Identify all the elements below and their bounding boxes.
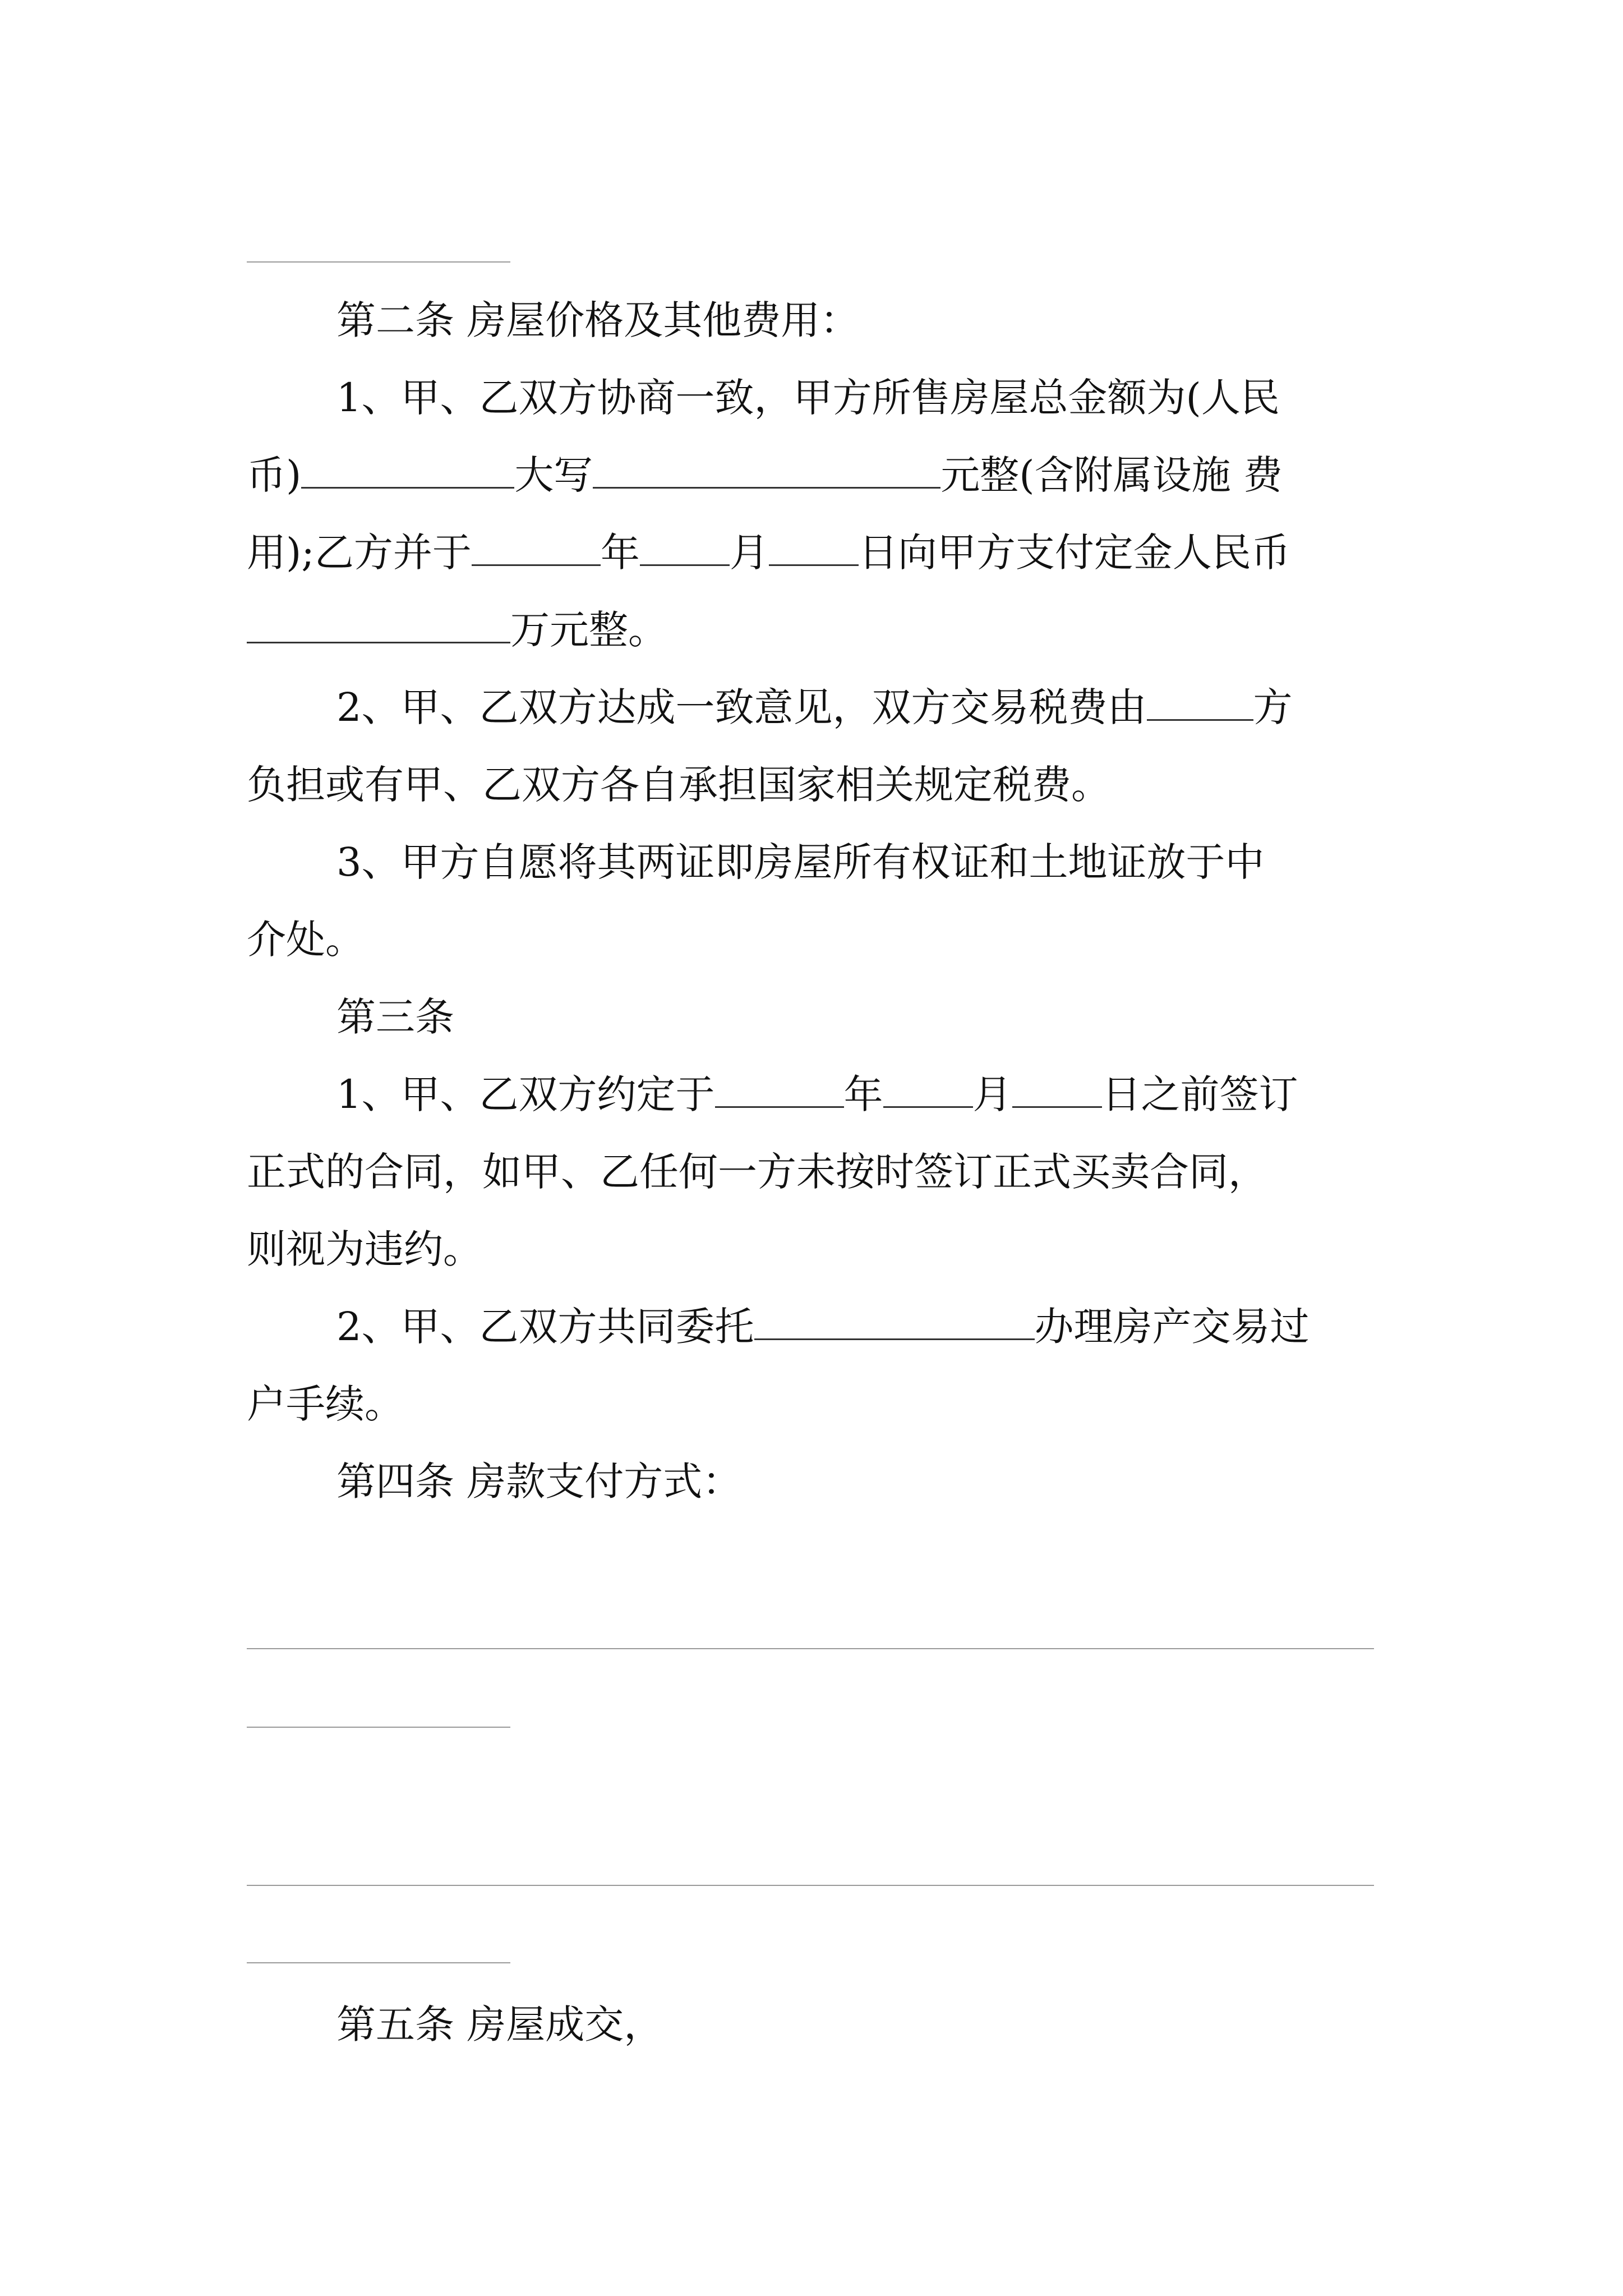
article3-item1-line3: 则视为违约。 xyxy=(247,1226,482,1272)
article2-item1-line4: 万元整。 xyxy=(247,591,1391,669)
article3-item1-line1: 1、甲、乙双方约定于 年 月 日之前签订 xyxy=(336,1071,1298,1117)
article3-item1-line2: 正式的合同，如甲、乙任何一方未按时签订正式买卖合同， xyxy=(247,1149,1267,1195)
article3-item2 xyxy=(247,1288,1391,1443)
article2-item3-line1: 3、甲方自愿将其两证即房屋所有权证和土地证放于中 xyxy=(336,839,1265,885)
article3-item2-line1: 2、甲、乙双方共同委托 办理房产交易过 xyxy=(336,1304,1310,1350)
deposit-day-blank[interactable] xyxy=(769,531,859,566)
payment-blank-line-2[interactable] xyxy=(247,1727,510,1728)
payment-blank-line-1[interactable] xyxy=(247,1648,1374,1649)
sign-month-blank[interactable] xyxy=(883,1073,973,1108)
top-rule xyxy=(247,261,510,263)
article3-heading: 第三条 xyxy=(336,994,454,1040)
tax-party-blank[interactable] xyxy=(1147,685,1253,721)
article2-item1-line1: 1、甲、乙双方协商一致，甲方所售房屋总金额为(人民 xyxy=(336,375,1280,421)
payment-blank-line-3[interactable] xyxy=(247,1885,1374,1886)
article2-item1 xyxy=(247,359,1391,669)
deposit-year-blank[interactable] xyxy=(472,531,601,566)
article2-item3 xyxy=(247,823,1391,978)
payment-blank-line-4[interactable] xyxy=(247,1962,510,1963)
article3-item1 xyxy=(247,1056,1391,1288)
deposit-month-blank[interactable] xyxy=(640,531,730,566)
deposit-amount-blank[interactable] xyxy=(247,608,510,643)
article2-heading: 第二条 房屋价格及其他费用： xyxy=(336,297,860,343)
agent-blank[interactable] xyxy=(754,1305,1035,1340)
article2-item1-line3: 用);乙方并于 年 月 日向甲方支付定金人民币 xyxy=(247,530,1290,576)
article3-item2-line2: 户手续。 xyxy=(247,1381,404,1427)
article2-item1-line2: 币) 大写 元整(含附属设施 费 xyxy=(247,452,1283,498)
article2-item2-line2: 负担或有甲、乙双方各自承担国家相关规定税费。 xyxy=(247,762,1110,808)
article2-item3-line2: 介处。 xyxy=(247,917,365,963)
article2-item2-line1: 2、甲、乙双方达成一致意见，双方交易税费由 方 xyxy=(336,684,1293,730)
article4-heading: 第四条 房款支付方式： xyxy=(336,1458,742,1504)
article5-heading: 第五条 房屋成交， xyxy=(336,2001,663,2047)
article2-item2 xyxy=(247,669,1391,823)
total-amount-blank[interactable] xyxy=(301,453,514,489)
sign-year-blank[interactable] xyxy=(715,1073,844,1108)
sign-day-blank[interactable] xyxy=(1012,1073,1102,1108)
amount-in-words-blank[interactable] xyxy=(593,453,940,489)
